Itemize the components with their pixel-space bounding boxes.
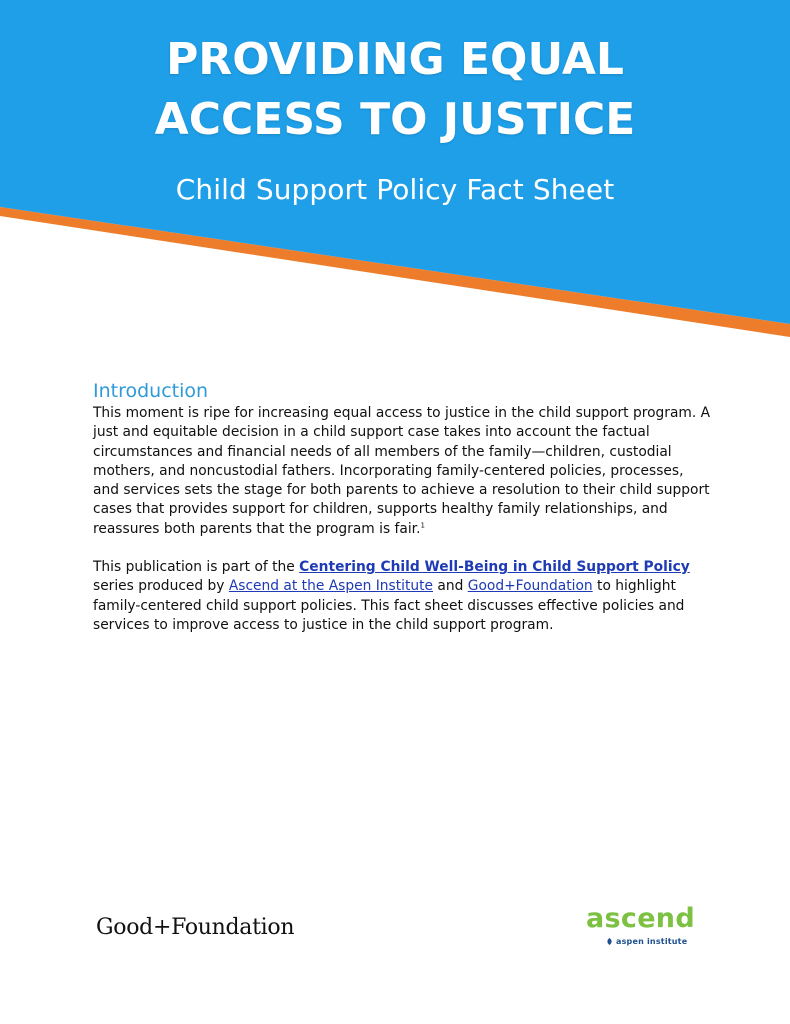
- introduction-section: [93, 378, 713, 635]
- aspen-institute-wordmark: aspen institute: [616, 937, 688, 946]
- ascend-wordmark: ascend: [586, 903, 695, 934]
- page-title-line-2: ACCESS TO JUSTICE: [154, 94, 636, 145]
- good-foundation-logo: Good+Foundation: [96, 915, 295, 940]
- centering-child-well-being-link[interactable]: Centering Child Well-Being in Child Support Policy: [299, 559, 690, 576]
- paragraph-2-text-2: series produced by: [93, 578, 229, 595]
- introduction-paragraph-2: [93, 558, 713, 635]
- aspen-leaf-icon: [606, 938, 613, 945]
- paragraph-2-text-4: to highlight family-centered child support policies. This fact sheet discusses effective policies and services to improve access to justice in the child support program.: [93, 578, 685, 633]
- paragraph-2-text-1: This publication is part of the: [93, 559, 300, 576]
- paragraph-2-text-3: and: [433, 578, 468, 595]
- ascend-aspen-institute-link[interactable]: Ascend at the Aspen Institute: [228, 578, 434, 595]
- introduction-paragraph-1-text: This moment is ripe for increasing equal access to justice in the child support program. A just and equitable decision in a child support case takes into account the factual circumstances and financial needs of all members of the family—children, custodial mothers, and noncustodial fathers. Incorporating family-centered policies, processes, and services sets the stage for both parents to achieve a resolution to their child support cases that provides support for children, supports healthy family relationships, and reassures both parents that the program is fair.: [93, 405, 711, 537]
- header-title-block: [0, 30, 790, 208]
- footnote-marker[interactable]: 1: [420, 521, 425, 530]
- aspen-institute-row: [606, 937, 687, 946]
- page-subtitle: Child Support Policy Fact Sheet: [175, 173, 615, 206]
- page-title-line-1: PROVIDING EQUAL: [166, 34, 624, 85]
- introduction-paragraph-1: [93, 404, 713, 539]
- good-foundation-link[interactable]: Good+Foundation: [467, 578, 593, 595]
- ascend-logo: [586, 903, 696, 953]
- introduction-heading: Introduction: [93, 380, 209, 402]
